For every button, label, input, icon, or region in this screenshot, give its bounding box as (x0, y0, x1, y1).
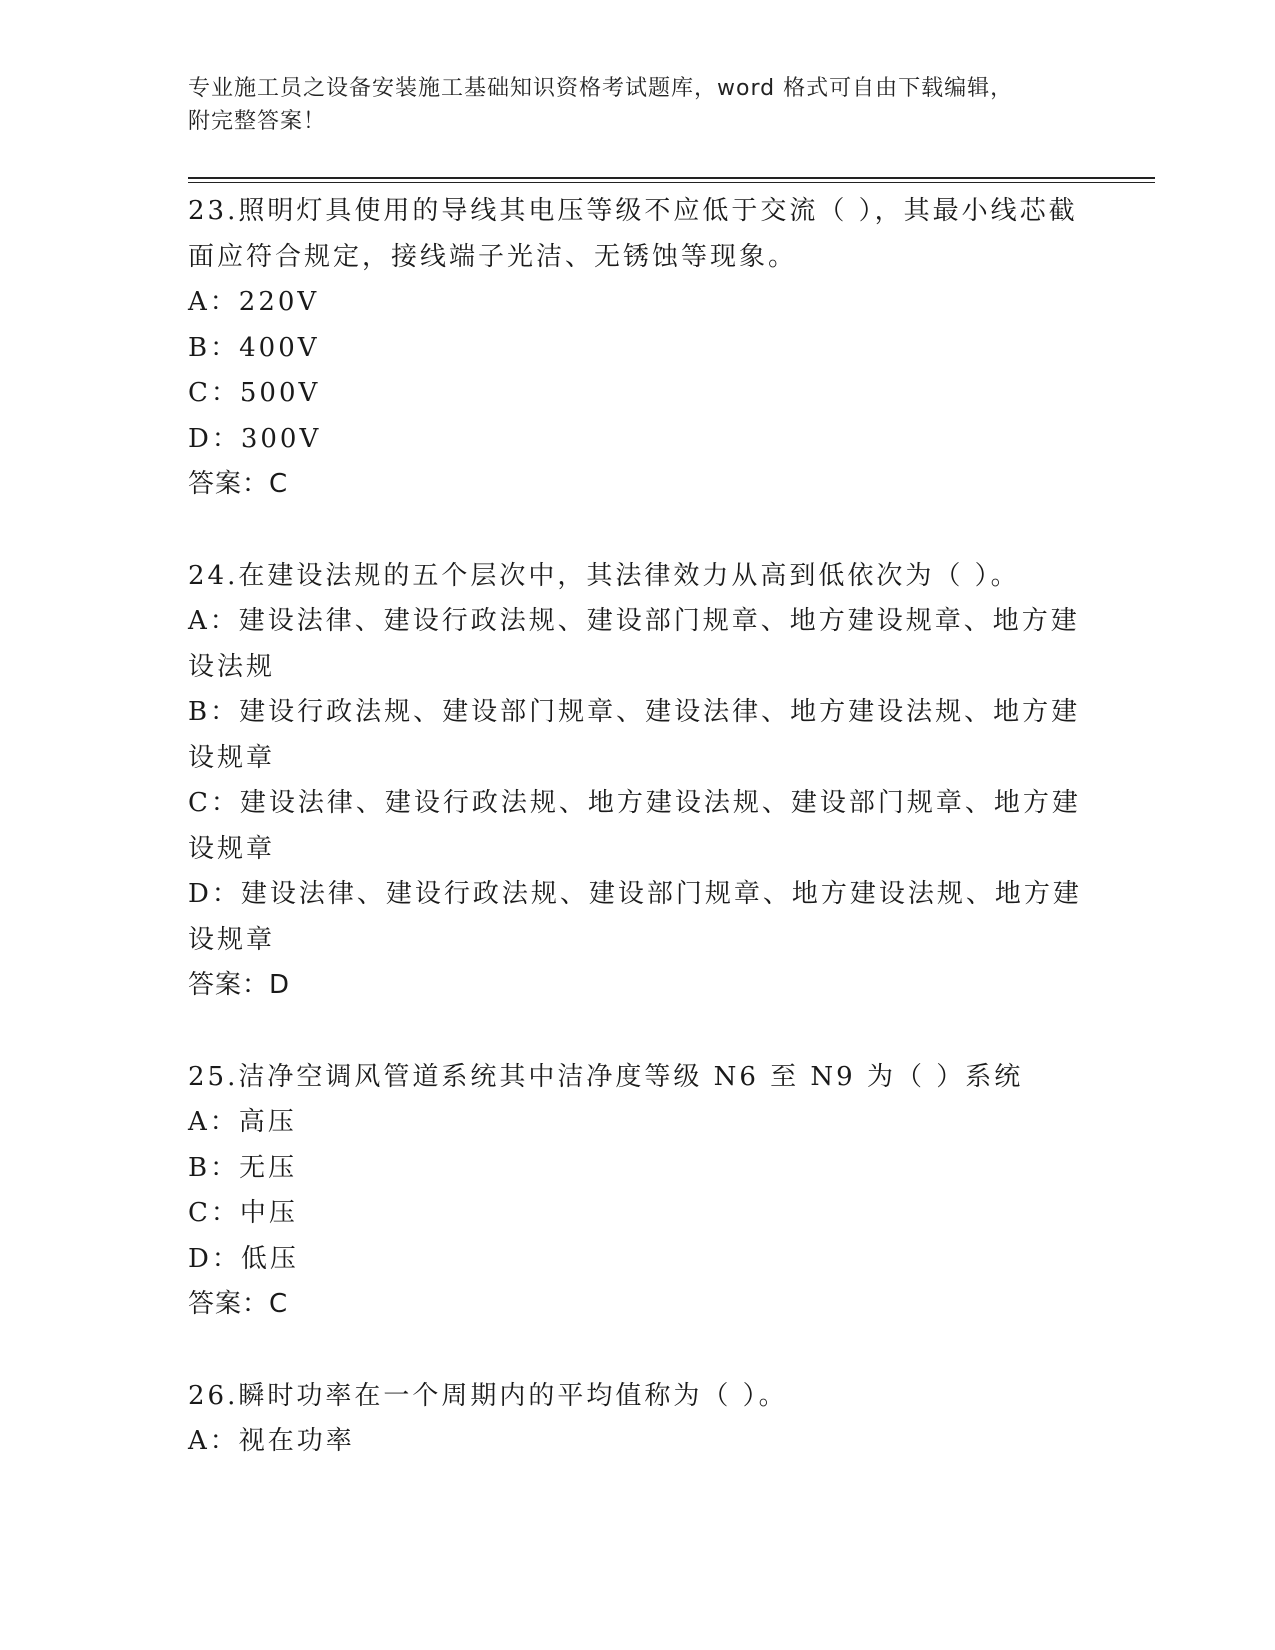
answer: 答案：C (188, 1289, 289, 1319)
header-rule-thin (188, 182, 1155, 183)
question-24 (188, 554, 1088, 1009)
question-25 (188, 1055, 1088, 1328)
question-spacer (188, 1328, 1088, 1374)
header-line-1: 专业施工员之设备安装施工基础知识资格考试题库，word 格式可自由下载编辑， (188, 76, 1014, 101)
question-text: 26.瞬时功率在一个周期内的平均值称为（ ）。 (188, 1380, 788, 1411)
question-spacer (188, 1009, 1088, 1055)
option-c: C：中压 (188, 1198, 298, 1228)
option-d: D：300V (188, 423, 322, 454)
header-line-2: 附完整答案！ (188, 109, 327, 134)
header-rule-thick (188, 177, 1155, 179)
option-b: B：无压 (188, 1152, 298, 1183)
option-d: D：建设法律、建设行政法规、建设部门规章、地方建设法规、地方建设规章 (188, 879, 1082, 955)
option-c: C：500V (188, 378, 321, 408)
answer: 答案：C (188, 469, 289, 499)
question-text: 23.照明灯具使用的导线其电压等级不应低于交流（ ），其最小线芯截面应符合规定，接线端子光洁、无锈蚀等现象。 (188, 196, 1078, 272)
option-b: B：400V (188, 332, 320, 363)
answer: 答案：D (188, 970, 291, 1000)
question-23 (188, 189, 1088, 508)
question-list (188, 189, 1088, 1465)
option-a: A：视在功率 (188, 1426, 355, 1456)
option-a: A：220V (188, 287, 320, 317)
option-a: A：高压 (188, 1107, 297, 1137)
question-26 (188, 1374, 1088, 1465)
option-a: A：建设法律、建设行政法规、建设部门规章、地方建设规章、地方建设法规 (188, 606, 1080, 682)
option-c: C：建设法律、建设行政法规、地方建设法规、建设部门规章、地方建设规章 (188, 788, 1081, 864)
question-text: 25.洁净空调风管道系统其中洁净度等级 N6 至 N9 为（ ）系统 (188, 1061, 1024, 1092)
option-b: B：建设行政法规、建设部门规章、建设法律、地方建设法规、地方建设规章 (188, 697, 1081, 773)
question-text: 24.在建设法规的五个层次中，其法律效力从高到低依次为（ ）。 (188, 560, 1020, 591)
option-d: D：低压 (188, 1243, 299, 1274)
question-spacer (188, 508, 1088, 554)
document-header (188, 72, 1068, 138)
